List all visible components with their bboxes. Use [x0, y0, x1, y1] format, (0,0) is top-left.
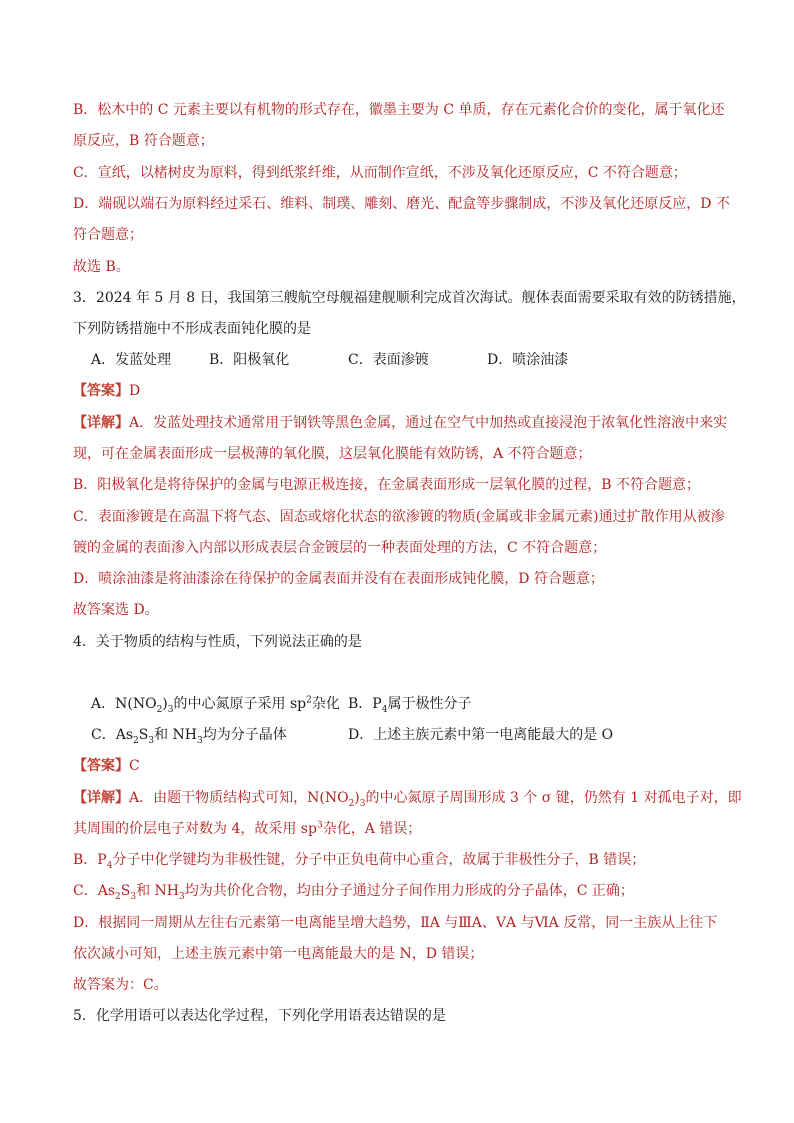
q4-answer [73, 756, 140, 776]
answer-label: 【答案】 [73, 758, 129, 774]
q3-detail-c-line2: 镀的金属的表面渗入内部以形成表层合金镀层的一种表面处理的方法，C 不符合题意； [73, 540, 607, 556]
q4-detail-d-line1: D．根据同一周期从左往右元素第一电离能呈增大趋势，ⅡA 与ⅢA、ⅤA 与ⅥA 反常，同一主族从上往下 [73, 915, 718, 931]
q3-option-a: A．发蓝处理 [91, 352, 172, 368]
q2-conclusion: 故选 B。 [73, 259, 130, 275]
q5-stem: 5．化学用语可以表达化学过程，下列化学用语表达错误的是 [73, 1008, 446, 1024]
q4-option-d: D．上述主族元素中第一电离能最大的是 O [348, 727, 614, 743]
q4-option-b: B．$P_4$属于极性分子 [348, 696, 472, 715]
q2-option-b-line2: 原反应，B 符合题意； [73, 133, 214, 149]
q4-detail-c: C．$As_2S_3$和 $NH_3$均为共价化合物，均由分子通过分子间作用力形成的分子晶体，C 正确； [73, 883, 634, 902]
q3-stem-line2: 下列防锈措施中不形成表面钝化膜的是 [73, 321, 311, 337]
q4-option-c: C．$As_2S_3$和 $NH_3$均为分子晶体 [91, 727, 287, 746]
detail-label: 【详解】 [73, 790, 129, 806]
q3-conclusion: 故答案选 D。 [73, 602, 159, 618]
q3-detail-b: B．阳极氧化是将待保护的金属与电源正极连接，在金属表面形成一层氧化膜的过程，B 不符合题意； [73, 477, 701, 493]
q3-detail-d: D．喷涂油漆是将油漆涂在待保护的金属表面并没有在表面形成钝化膜，D 符合题意； [73, 571, 604, 587]
q3-option-b: B．阳极氧化 [209, 352, 290, 368]
q3-stem-line1: 3．2024 年 5 月 8 日，我国第三艘航空母舰福建舰顺利完成首次海试。舰体表面需要采取有效的防锈措施， [73, 290, 746, 306]
q2-option-c: C．宣纸，以楮树皮为原料，得到纸浆纤维，从而制作宣纸，不涉及氧化还原反应，C 不符合题意； [73, 165, 687, 181]
detail-text: A．由题干物质结构式可知，$N(NO_2)_3$的中心氮原子周围形成 3 个 σ 键，仍然有 1 对孤电子对，即 [129, 790, 742, 809]
q3-detail-line2: 现，可在金属表面形成一层极薄的氧化膜，这层氧化膜能有效防锈，A 不符合题意； [73, 446, 592, 462]
detail-text: A．发蓝处理技术通常用于钢铁等黑色金属，通过在空气中加热或直接浸泡于浓氧化性溶液中来实 [129, 415, 728, 431]
answer-label: 【答案】 [73, 383, 129, 399]
q4-stem: 4．关于物质的结构与性质，下列说法正确的是 [73, 634, 362, 650]
q4-detail-a-line1 [73, 788, 742, 808]
q4-option-a: A．$N(NO_2)_3$的中心氮原子采用 $sp^2$杂化 [91, 695, 340, 715]
q4-detail-d-line2: 依次减小可知，上述主族元素中第一电离能最大的是 N，D 错误； [73, 946, 484, 962]
detail-label: 【详解】 [73, 415, 129, 431]
q3-detail-line1 [73, 413, 727, 433]
q4-detail-b: B．$P_4$分子中化学键均为非极性键，分子中正负电荷中心重合，故属于非极性分子，B 错误； [73, 852, 646, 871]
answer-value: D [129, 383, 141, 399]
q3-option-c: C．表面渗镀 [348, 352, 429, 368]
q2-option-b-line1: B．松木中的 C 元素主要以有机物的形式存在，徽墨主要为 C 单质，存在元素化合价的变化，属于氧化还 [73, 102, 725, 118]
q2-option-d-line1: D．端砚以端石为原料经过采石、维料、制璞、雕刻、磨光、配盒等步骤制成，不涉及氧化还原反应，D 不 [73, 196, 730, 212]
q3-answer [73, 381, 140, 401]
q2-option-d-line2: 符合题意； [73, 227, 143, 243]
q3-option-d: D．喷涂油漆 [487, 352, 569, 368]
answer-value: C [129, 758, 140, 774]
q4-conclusion: 故答案为：C。 [73, 977, 168, 993]
q4-detail-a-line2: 其周围的价层电子对数为 4，故采用 $sp^3$杂化，A 错误； [73, 820, 422, 837]
q3-detail-c-line1: C．表面渗镀是在高温下将气态、固态或熔化状态的欲渗镀的物质(金属或非金属元素)通过扩散作用从被渗 [73, 509, 725, 525]
